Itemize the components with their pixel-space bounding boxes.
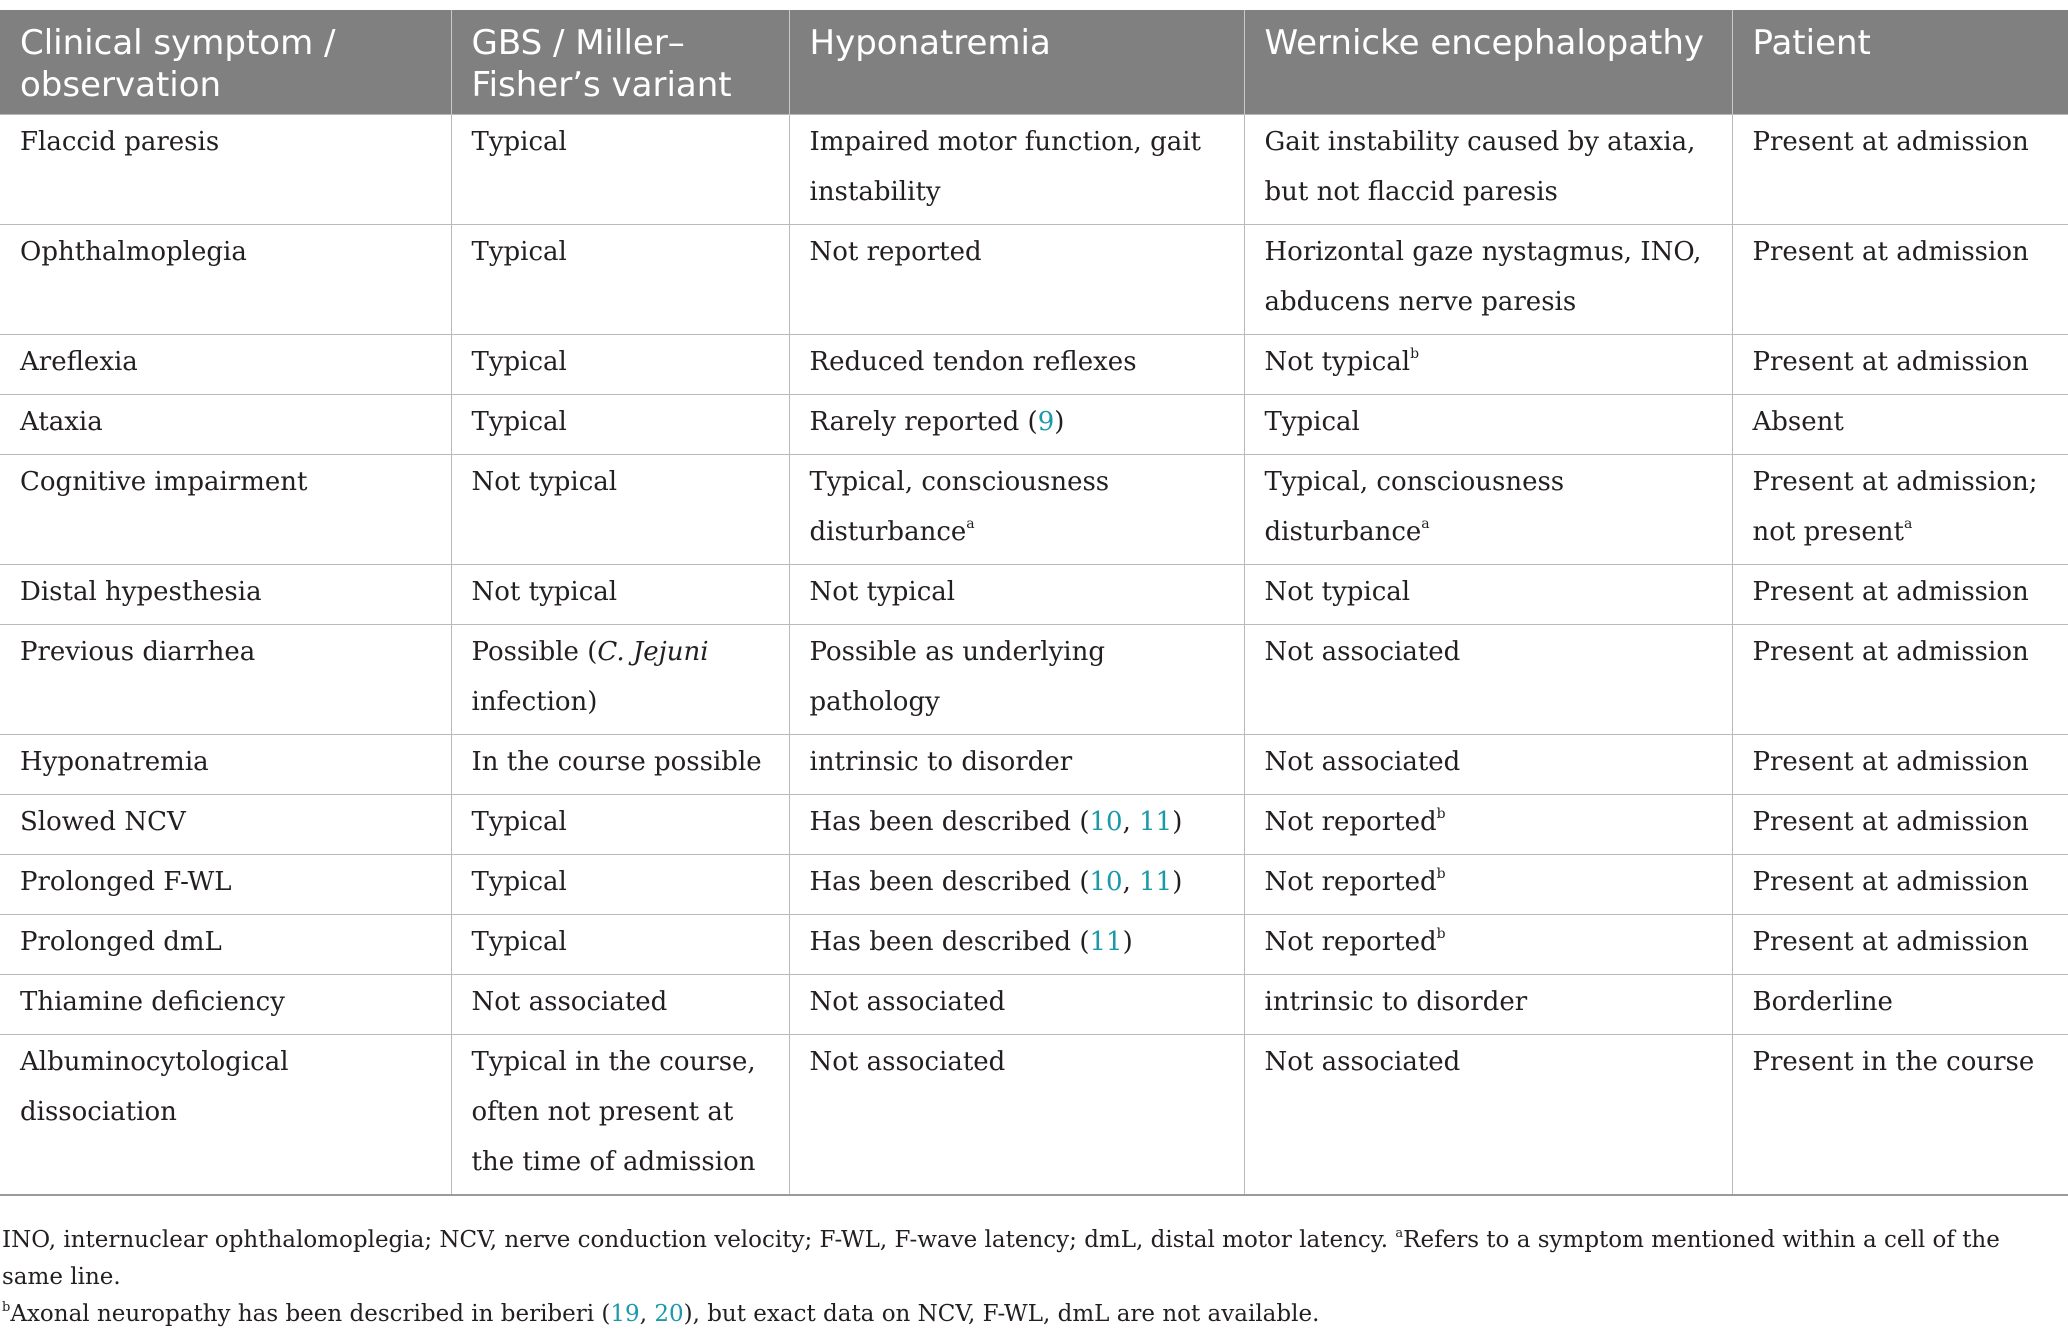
header-wernicke: Wernicke encephalopathy <box>1244 10 1732 115</box>
cell-gbs: Not associated <box>451 975 789 1035</box>
cell-gbs: Typical <box>451 335 789 395</box>
cell-patient: Present at admission <box>1732 915 2068 975</box>
cell-hyponatremia: Has been described (10, 11) <box>789 855 1244 915</box>
cell-symptom: Areflexia <box>0 335 451 395</box>
cell-gbs: In the course possible <box>451 735 789 795</box>
table-row <box>0 1035 2068 1196</box>
table-row <box>0 795 2068 855</box>
cell-gbs: Possible (C. Jejuni infection) <box>451 625 789 735</box>
cell-gbs: Not typical <box>451 565 789 625</box>
cell-gbs: Not typical <box>451 455 789 565</box>
table-row <box>0 115 2068 225</box>
cell-hyponatremia: Has been described (11) <box>789 915 1244 975</box>
cell-patient: Present at admission <box>1732 795 2068 855</box>
cell-patient: Present at admission <box>1732 115 2068 225</box>
organism-name: C. Jejuni <box>597 637 709 667</box>
differential-diagnosis-table <box>0 10 2068 1196</box>
header-row <box>0 10 2068 115</box>
citation-link[interactable]: 9 <box>1037 407 1055 437</box>
footnote-marker: b <box>1436 806 1446 822</box>
header-clinical-symptom: Clinical symptom / observation <box>0 10 451 115</box>
cell-symptom: Previous diarrhea <box>0 625 451 735</box>
cell-wernicke: Not associated <box>1244 1035 1732 1196</box>
cell-hyponatremia: Not typical <box>789 565 1244 625</box>
citation-link[interactable]: 11 <box>1139 807 1173 837</box>
table-row <box>0 335 2068 395</box>
cell-gbs: Typical <box>451 115 789 225</box>
cell-wernicke: Typical, consciousness disturbance$^a$ <box>1244 455 1732 565</box>
comparison-table-container <box>0 10 2068 1196</box>
table-header <box>0 10 2068 115</box>
cell-gbs: Typical <box>451 855 789 915</box>
header-patient: Patient <box>1732 10 2068 115</box>
cell-patient: Present at admission <box>1732 565 2068 625</box>
cell-wernicke: Gait instability caused by ataxia, but not flaccid paresis <box>1244 115 1732 225</box>
cell-gbs: Typical <box>451 395 789 455</box>
footnote-marker-a: a <box>1395 1226 1404 1241</box>
cell-symptom: Prolonged dmL <box>0 915 451 975</box>
footnote-b: $^b$Axonal neuropathy has been described in beriberi (19, 20), but exact data on NCV, F-WL, dmL are not available. <box>2 1300 1320 1327</box>
table-row <box>0 915 2068 975</box>
table-row <box>0 975 2068 1035</box>
footnote-marker: b <box>1436 866 1446 882</box>
cell-wernicke: Not reported$^b$ <box>1244 855 1732 915</box>
cell-hyponatremia: Not associated <box>789 1035 1244 1196</box>
cell-symptom: Ataxia <box>0 395 451 455</box>
footnote-marker: a <box>1421 516 1430 532</box>
cell-wernicke: Not typical$^b$ <box>1244 335 1732 395</box>
cell-hyponatremia: Not associated <box>789 975 1244 1035</box>
cell-symptom: Prolonged F-WL <box>0 855 451 915</box>
cell-hyponatremia: Reduced tendon reflexes <box>789 335 1244 395</box>
cell-wernicke: intrinsic to disorder <box>1244 975 1732 1035</box>
footnote-marker: a <box>966 516 975 532</box>
cell-hyponatremia: Typical, consciousness disturbance$^a$ <box>789 455 1244 565</box>
cell-wernicke: Horizontal gaze nystagmus, INO, abducens nerve paresis <box>1244 225 1732 335</box>
cell-gbs: Typical in the course, often not present at the time of admission <box>451 1035 789 1196</box>
cell-hyponatremia: Has been described (10, 11) <box>789 795 1244 855</box>
cell-wernicke: Typical <box>1244 395 1732 455</box>
cell-wernicke: Not associated <box>1244 735 1732 795</box>
table-row <box>0 735 2068 795</box>
footnote-marker: a <box>1904 516 1913 532</box>
table-body <box>0 115 2068 1196</box>
cell-patient: Present at admission; not present$^a$ <box>1732 455 2068 565</box>
cell-wernicke: Not typical <box>1244 565 1732 625</box>
header-gbs: GBS / Miller–Fisher’s variant <box>451 10 789 115</box>
cell-symptom: Ophthalmoplegia <box>0 225 451 335</box>
footnote-marker: b <box>1436 926 1446 942</box>
footnote-marker: b <box>1410 346 1420 362</box>
cell-hyponatremia: Rarely reported (9) <box>789 395 1244 455</box>
cell-patient: Present at admission <box>1732 225 2068 335</box>
cell-symptom: Hyponatremia <box>0 735 451 795</box>
table-row <box>0 565 2068 625</box>
cell-hyponatremia: Not reported <box>789 225 1244 335</box>
cell-symptom: Thiamine deficiency <box>0 975 451 1035</box>
cell-symptom: Distal hypesthesia <box>0 565 451 625</box>
table-footnotes <box>0 1222 2068 1333</box>
cell-patient: Present at admission <box>1732 625 2068 735</box>
cell-symptom: Flaccid paresis <box>0 115 451 225</box>
citation-link[interactable]: 11 <box>1139 867 1173 897</box>
citation-link[interactable]: 10 <box>1089 807 1123 837</box>
footnote-abbreviations: INO, internuclear ophthalomoplegia; NCV, nerve conduction velocity; F-WL, F-wave latency; dmL, distal motor latency. $^a$Refers to a symptom mentioned within a cell of the same line. <box>2 1226 2000 1290</box>
cell-wernicke: Not reported$^b$ <box>1244 915 1732 975</box>
cell-patient: Present at admission <box>1732 735 2068 795</box>
table-row <box>0 625 2068 735</box>
cell-wernicke: Not reported$^b$ <box>1244 795 1732 855</box>
cell-patient: Present at admission <box>1732 335 2068 395</box>
citation-link[interactable]: 19 <box>610 1301 640 1327</box>
cell-patient: Absent <box>1732 395 2068 455</box>
cell-symptom: Albuminocytological dissociation <box>0 1035 451 1196</box>
cell-wernicke: Not associated <box>1244 625 1732 735</box>
cell-symptom: Cognitive impairment <box>0 455 451 565</box>
cell-hyponatremia: intrinsic to disorder <box>789 735 1244 795</box>
table-row <box>0 395 2068 455</box>
cell-patient: Present at admission <box>1732 855 2068 915</box>
table-row <box>0 225 2068 335</box>
cell-gbs: Typical <box>451 795 789 855</box>
citation-link[interactable]: 10 <box>1089 867 1123 897</box>
header-hyponatremia: Hyponatremia <box>789 10 1244 115</box>
cell-symptom: Slowed NCV <box>0 795 451 855</box>
cell-hyponatremia: Impaired motor function, gait instability <box>789 115 1244 225</box>
footnote-marker-b: b <box>2 1300 11 1315</box>
table-row <box>0 855 2068 915</box>
cell-gbs: Typical <box>451 225 789 335</box>
citation-link[interactable]: 20 <box>654 1301 684 1327</box>
cell-gbs: Typical <box>451 915 789 975</box>
citation-link[interactable]: 11 <box>1089 927 1123 957</box>
cell-patient: Borderline <box>1732 975 2068 1035</box>
cell-hyponatremia: Possible as underlying pathology <box>789 625 1244 735</box>
table-row <box>0 455 2068 565</box>
cell-patient: Present in the course <box>1732 1035 2068 1196</box>
